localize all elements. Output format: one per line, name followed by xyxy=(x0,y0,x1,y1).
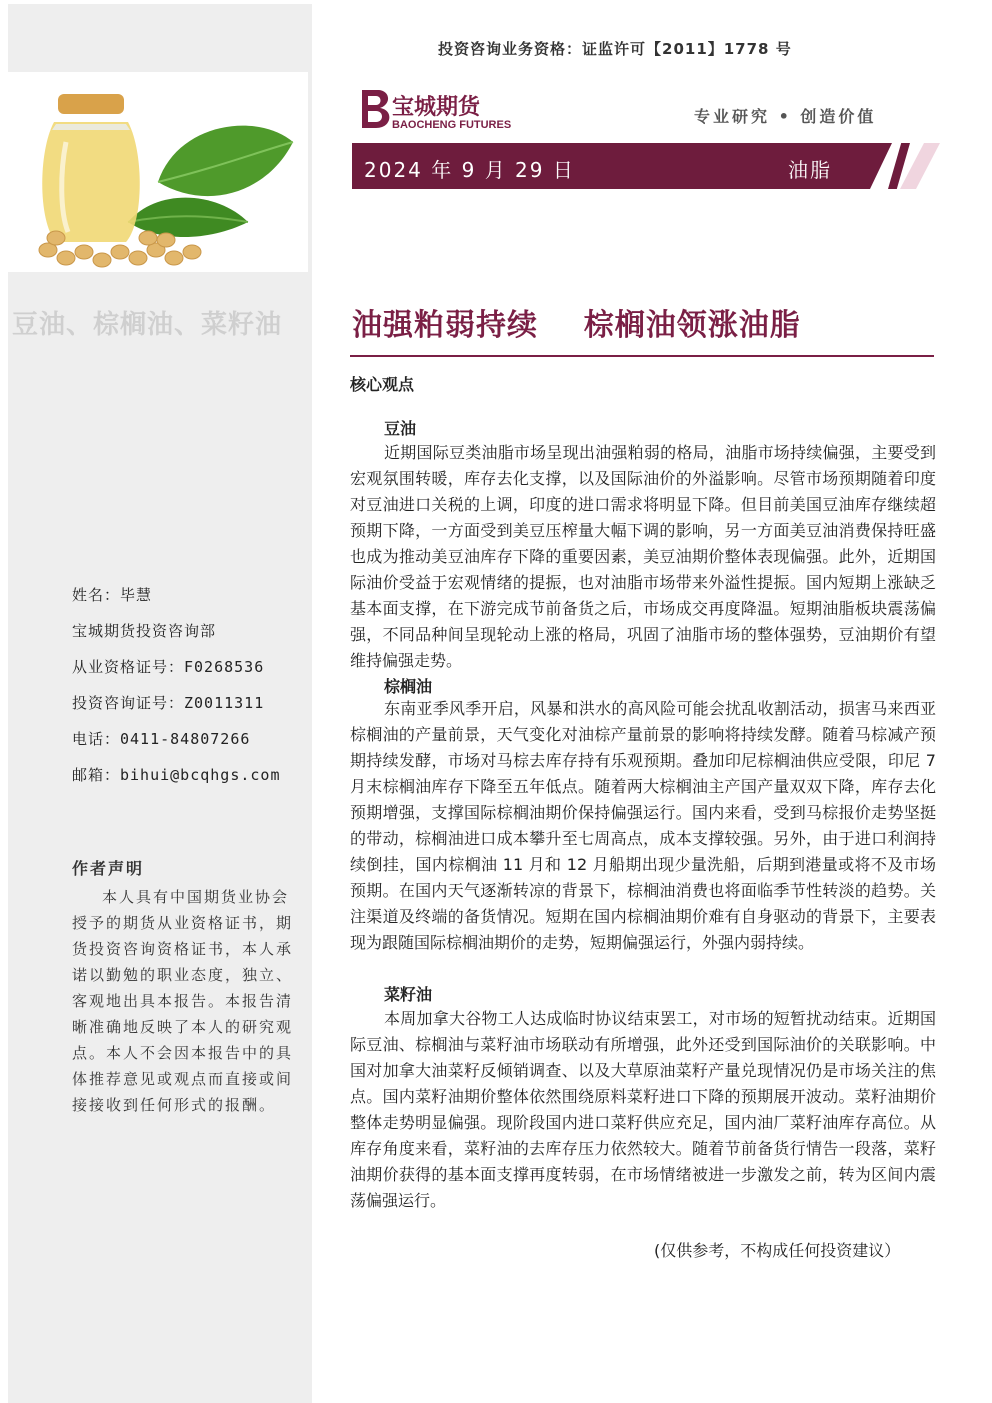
report-category: 油脂 xyxy=(788,158,832,182)
baocheng-logo-mark xyxy=(356,86,526,132)
report-date: 2024 年 9 月 29 日 xyxy=(364,158,575,182)
cover-image-soybean-oil xyxy=(8,72,308,272)
phone-number: 电话：0411-84807266 xyxy=(72,730,251,748)
qualification-number: 从业资格证号：F0268536 xyxy=(72,658,265,676)
section-title-rapeseed-oil: 菜籽油 xyxy=(384,985,433,1004)
slogan: 专业研究 • 创造价值 xyxy=(694,107,877,126)
logo-cn: 宝城期货 xyxy=(392,95,481,120)
headline-divider xyxy=(350,355,934,357)
declaration-title: 作者声明 xyxy=(72,859,145,878)
declaration-body: 本人具有中国期货业协会授予的期货从业资格证书，期货投资咨询资格证书，本人承诺以勤勉的职业态度，独立、客观地出具本报告。本报告清晰准确地反映了本人的研究观点。本人不会因本报告中的具体推荐意见或观点而直接或间接接收到任何形式的报酬。 xyxy=(72,888,294,1114)
section-title-soybean-oil: 豆油 xyxy=(384,419,417,438)
section-title-palm-oil: 棕榈油 xyxy=(384,677,433,696)
core-views-label: 核心观点 xyxy=(350,375,415,394)
company-logo xyxy=(356,86,526,132)
license-line: 投资咨询业务资格：证监许可【2011】1778 号 xyxy=(438,40,792,58)
report-headline: 油强粕弱持续 棕榈油领涨油脂 xyxy=(352,308,801,343)
consulting-number: 投资咨询证号：Z0011311 xyxy=(72,694,265,712)
analyst-name: 姓名：毕慧 xyxy=(72,586,153,604)
soybean-oil-illustration xyxy=(8,72,308,272)
section-body-soybean-oil: 近期国际豆类油脂市场呈现出油强粕弱的格局，油脂市场持续偏强，主要受到宏观氛围转暖，库存去化支撑，以及国际油价的外溢影响。尽管市场预期随着印度对豆油进口关税的上调，印度的进口需求将明显下降。但目前美国豆油库存继续超预期下降，一方面受到美豆压榨量大幅下调的影响，另一方面美豆油消费保持旺盛也成为推动美豆油库存下降的重要因素，美豆油期价整体表现偏强。此外，近期国际油价受益于宏观情绪的提振，也对油脂市场带来外溢性提振。国内短期上涨缺乏基本面支撑，在下游完成节前备货之后，市场成交再度降温。短期油脂板块震荡偏强，不同品种间呈现轮动上涨的格局，巩固了油脂市场的整体强势，豆油期价有望维持偏强走势。 xyxy=(350,443,936,670)
section-body-palm-oil: 东南亚季风季开启，风暴和洪水的高风险可能会扰乱收割活动，损害马来西亚棕榈油的产量前景，天气变化对油棕产量前景的影响将持续发酵。随着马棕减产预期持续发酵，市场对马棕去库存持有乐观预期。叠加印尼棕榈油供应受限，印尼 7 月末棕榈油库存下降至五年低点。随着两大棕榈油主产国产量双双下降，库存去化预期增强，支撑国际棕榈油期价保持偏强运行。国内来看，受到马棕报价走势坚挺的带动，棕榈油进口成本攀升至七周高点，成本支撑较强。另外，由于进口利润持续倒挂，国内棕榈油 11 月和 12 月船期出现少量洗船，后期到港量或将不及市场预期。在国内天气逐渐转凉的背景下，棕榈油消费也将面临季节性转淡的趋势。关注渠道及终端的备货情况。短期在国内棕榈油期价难有自身驱动的背景下，主要表现为跟随国际棕榈油期价的走势，短期偏强运行，外强内弱持续。 xyxy=(350,699,936,952)
sidebar-title: 豆油、棕榈油、菜籽油 xyxy=(12,310,283,340)
analyst-department: 宝城期货投资咨询部 xyxy=(72,622,217,640)
email-address: 邮箱：bihui@bcqhgs.com xyxy=(72,766,281,784)
disclaimer: (仅供参考，不构成任何投资建议） xyxy=(654,1241,901,1260)
logo-en: BAOCHENG FUTURES xyxy=(392,119,512,131)
section-body-rapeseed-oil: 本周加拿大谷物工人达成临时协议结束罢工，对市场的短暂扰动结束。近期国际豆油、棕榈油与菜籽油市场联动有所增强，此外还受到国际油价的关联影响。中国对加拿大油菜籽反倾销调查、以及大草原油菜籽产量兑现情况仍是市场关注的焦点。国内菜籽油期价整体依然围绕原料菜籽进口下降的预期展开波动。菜籽油期价整体走势明显偏强。现阶段国内进口菜籽供应充足，国内油厂菜籽油库存高位。从库存角度来看，菜籽油的去库存压力依然较大。随着节前备货行情告一段落，菜籽油期价获得的基本面支撑再度转弱，在市场情绪被进一步激发之前，转为区间内震荡偏强运行。 xyxy=(350,1009,936,1210)
analyst-contact xyxy=(72,584,281,800)
